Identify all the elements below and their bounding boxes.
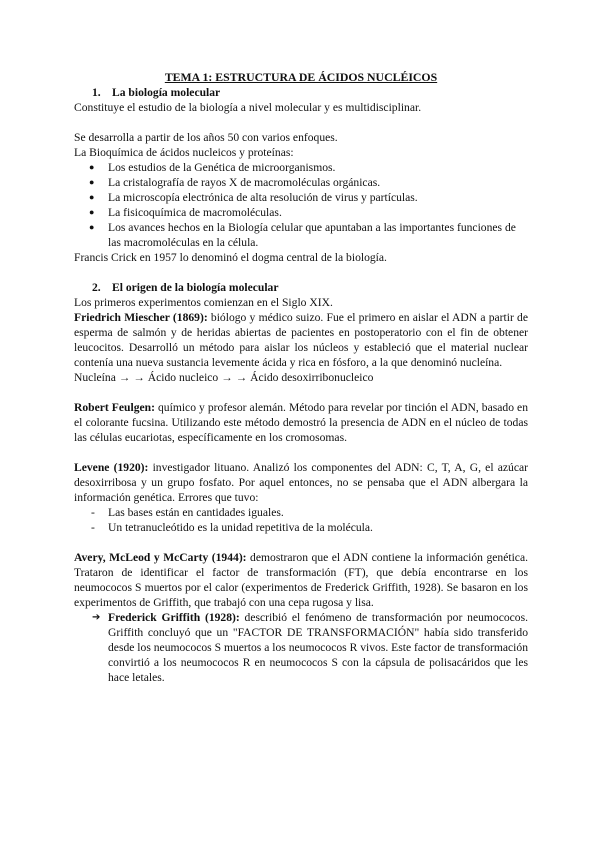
section-2-number: 2. [92, 281, 101, 294]
nuclein-chain: Nucleína → → Ácido nucleico → → Ácido desoxirribonucleico [74, 371, 374, 384]
feulgen-paragraph [74, 400, 528, 445]
section-1-intro: Constituye el estudio de la biología a nivel molecular y es multidisciplinar. [74, 101, 422, 114]
list-item: ● La fisicoquímica de macromoléculas. [89, 205, 528, 220]
list-item: ● Los estudios de la Genética de microorganismos. [89, 160, 528, 175]
levene-text: investigador lituano. Analizó los componentes del ADN: C, T, A, G, el azúcar desoxirribosa y un grupo fosfato. Por aquel entonces, no se pensaba que el ADN albergara la información genética. Errores que tuvo: [74, 461, 528, 504]
section-1-p1: Se desarrolla a partir de los años 50 con varios enfoques. [74, 131, 338, 144]
section-2-intro: Los primeros experimentos comienzan en el Siglo XIX. [74, 296, 333, 309]
list-item: - Las bases están en cantidades iguales. [89, 505, 528, 520]
avery-text: demostraron que el ADN contiene la información genética. Trataron de identificar el factor de transformación (FT), que debía encontrarse en los neumococos S muertos por el calor (experimentos de Frederick Griffith, 1928). Se basaron en los experimentos de Griffith, que trabajó con una cepa rugosa y lisa. [74, 551, 528, 609]
levene-name: Levene (1920): [74, 461, 149, 474]
crick-paragraph: Francis Crick en 1957 lo denominó el dogma central de la biología. [74, 251, 387, 264]
griffith-text: describió el fenómeno de transformación por neumococos. Griffith concluyó que un "FACTOR DE TRANSFORMACIÓN" había sido transferido desde los neumococos S muertos a los neumococos R vivos. Este factor de transformación convirtió a los neumococos R en neumococos S con la cápsula de polisacáridos que les hace letales. [108, 611, 528, 684]
levene-paragraph [74, 460, 528, 505]
griffith-paragraph [74, 610, 528, 685]
list-item: ● Los avances hechos en la Biología celular que apuntaban a las importantes funciones de las macromoléculas en la célula. [89, 220, 528, 250]
arrow-right-icon: ➔ [92, 612, 101, 623]
griffith-name: Frederick Griffith (1928): [108, 611, 240, 624]
feulgen-name: Robert Feulgen: [74, 401, 155, 414]
section-1-p2: La Bioquímica de ácidos nucleicos y proteínas: [74, 146, 294, 159]
feulgen-text: químico y profesor alemán. Método para revelar por tinción el ADN, basado en el colorante fucsina. Utilizando este método demostró la presencia de ADN en el núcleo de todas las células eucariotas, específicamente en los cromosomas. [74, 401, 528, 444]
page-title: TEMA 1: ESTRUCTURA DE ÁCIDOS NUCLÉICOS [164, 70, 438, 84]
miescher-name: Friedrich Miescher (1869): [74, 311, 208, 324]
list-item: ● La microscopía electrónica de alta resolución de virus y partículas. [89, 190, 528, 205]
section-1-heading [74, 85, 528, 100]
approaches-list [74, 160, 528, 250]
avery-paragraph [74, 550, 528, 610]
section-1-title: La biología molecular [112, 86, 221, 99]
levene-errors-list [74, 505, 528, 535]
list-item: ● La cristalografía de rayos X de macromoléculas orgánicas. [89, 175, 528, 190]
section-2-heading [74, 280, 528, 295]
miescher-paragraph [74, 310, 528, 370]
miescher-text: biólogo y médico suizo. Fue el primero en aislar el ADN a partir de esperma de salmón y de heridas abiertas de pacientes en postoperatorio con el fin de obtener leucocitos. Desarrolló un método para aislar los núcleos y estableció que el material nuclear contenía una nueva sustancia levemente ácida y rica en fósforo, a la que denominó nucleína. [74, 311, 528, 369]
section-2-title: El origen de la biología molecular [112, 281, 279, 294]
list-item: - Un tetranucleótido es la unidad repetitiva de la molécula. [89, 520, 528, 535]
section-1-number: 1. [92, 86, 101, 99]
avery-name: Avery, McLeod y McCarty (1944): [74, 551, 247, 564]
